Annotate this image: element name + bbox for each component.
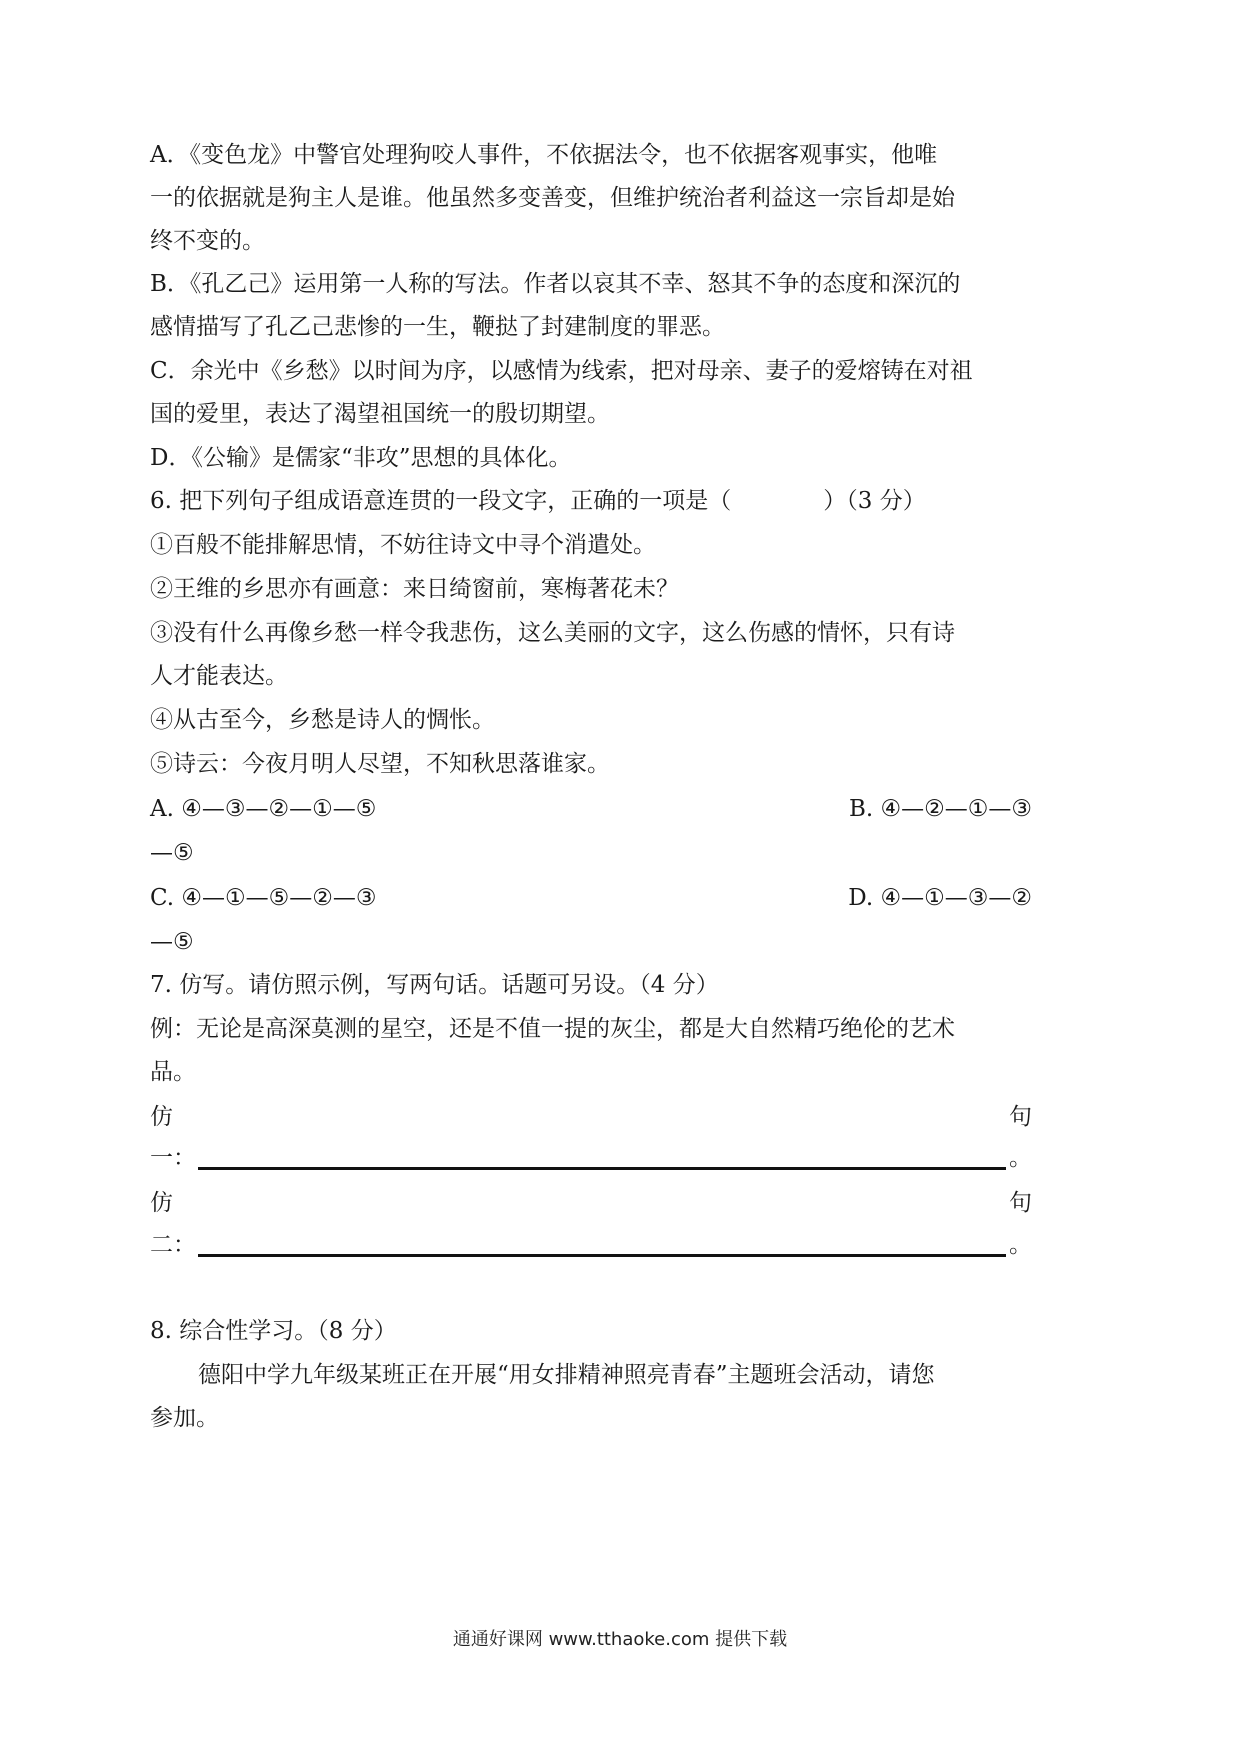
q7-answer1-label: 一： bbox=[150, 1145, 196, 1171]
q8-body-line2: 参加。 bbox=[150, 1405, 219, 1431]
q6-option-b-line1: B. ④—②—①—③ bbox=[848, 796, 1032, 822]
q7-answer1-char2: 句 bbox=[1009, 1104, 1032, 1130]
q5-option-a-line3: 终不变的。 bbox=[150, 228, 265, 254]
page-footer: 通通好课网 www.tthaoke.com 提供下载 bbox=[452, 1629, 788, 1650]
q7-answer2-char2: 句 bbox=[1009, 1190, 1032, 1216]
q6-sentence-4: ④从古至今，乡愁是诗人的惆怅。 bbox=[150, 707, 495, 733]
q6-stem: 6. 把下列句子组成语意连贯的一段文字，正确的一项是（ ）（3 分） bbox=[150, 488, 926, 514]
q6-option-c: C. ④—①—⑤—②—③ bbox=[150, 885, 377, 911]
q7-answer1-row bbox=[150, 1141, 1032, 1175]
q5-option-b-line1: B．《孔乙己》运用第一人称的写法。作者以哀其不幸、怒其不争的态度和深沉的 bbox=[150, 271, 961, 297]
q6-option-d-line1: D. ④—①—③—② bbox=[848, 885, 1032, 911]
q6-option-a: A. ④—③—②—①—⑤ bbox=[150, 796, 377, 822]
q7-answer1-blank-line[interactable] bbox=[198, 1167, 1006, 1170]
q8-stem: 8. 综合性学习。（8 分） bbox=[150, 1318, 397, 1344]
q7-answer2-blank-line[interactable] bbox=[198, 1254, 1006, 1257]
q5-option-b-line2: 感情描写了孔乙己悲惨的一生，鞭挞了封建制度的罪恶。 bbox=[150, 314, 725, 340]
q7-answer1-char1: 仿 bbox=[150, 1104, 173, 1130]
q7-stem: 7. 仿写。请仿照示例，写两句话。话题可另设。（4 分） bbox=[150, 972, 719, 998]
q5-option-d-line1: D．《公输》是儒家“非攻”思想的具体化。 bbox=[150, 445, 572, 471]
q5-option-c-line2: 国的爱里，表达了渴望祖国统一的殷切期望。 bbox=[150, 401, 610, 427]
q8-body-line1: 德阳中学九年级某班正在开展“用女排精神照亮青春”主题班会活动，请您 bbox=[198, 1362, 935, 1388]
q7-answer1-end: 。 bbox=[1009, 1145, 1032, 1171]
q7-answer2-char1: 仿 bbox=[150, 1190, 173, 1216]
q5-option-a-line1: A．《变色龙》中警官处理狗咬人事件，不依据法令，也不依据客观事实，他唯 bbox=[150, 142, 938, 168]
q6-option-b-line2: —⑤ bbox=[150, 840, 194, 866]
q5-option-c-line1: C．余光中《乡愁》以时间为序，以感情为线索，把对母亲、妻子的爱熔铸在对祖 bbox=[150, 358, 973, 384]
q6-sentence-2: ②王维的乡思亦有画意：来日绮窗前，寒梅著花未？ bbox=[150, 576, 679, 602]
q7-answer2-label: 二： bbox=[150, 1232, 196, 1258]
q7-answer2-end: 。 bbox=[1009, 1232, 1032, 1258]
q6-sentence-3-line1: ③没有什么再像乡愁一样令我悲伤，这么美丽的文字，这么伤感的情怀，只有诗 bbox=[150, 620, 955, 646]
q5-option-a-line2: 一的依据就是狗主人是谁。他虽然多变善变，但维护统治者利益这一宗旨却是始 bbox=[150, 185, 955, 211]
q6-sentence-3-line2: 人才能表达。 bbox=[150, 663, 288, 689]
q6-sentence-1: ①百般不能排解思情，不妨往诗文中寻个消遣处。 bbox=[150, 532, 656, 558]
q6-option-d-line2: —⑤ bbox=[150, 929, 194, 955]
q7-example-line2: 品。 bbox=[150, 1059, 196, 1085]
q6-sentence-5: ⑤诗云：今夜月明人尽望，不知秋思落谁家。 bbox=[150, 751, 610, 777]
q7-example-line1: 例：无论是高深莫测的星空，还是不值一提的灰尘，都是大自然精巧绝伦的艺术 bbox=[150, 1016, 955, 1042]
q7-answer2-row bbox=[150, 1228, 1032, 1262]
